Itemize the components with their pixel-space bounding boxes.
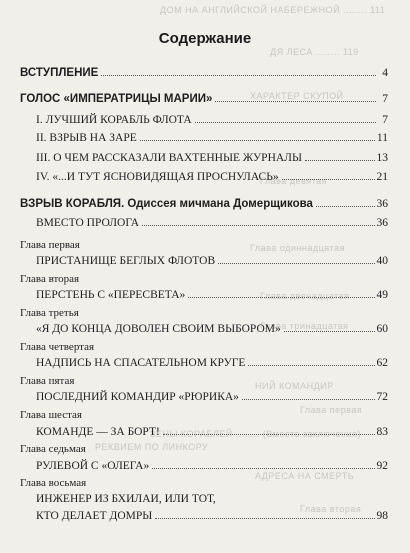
toc-entry-page: 13 [376,152,388,164]
toc-entry-page: 21 [376,171,388,183]
chapter-label: Глава шестая [20,409,82,421]
leader-dots [140,140,375,141]
toc-entry-title: IV. «...И ТУТ ЯСНОВИДЯЩАЯ ПРОСНУЛАСЬ» [36,171,279,183]
toc-entry-page: 40 [376,255,388,267]
leader-dots [188,297,374,298]
leader-dots [242,399,375,400]
toc-entry[interactable] [36,151,388,165]
toc-entry-page: 36 [376,217,388,229]
toc-entry-title: ИНЖЕНЕР ИЗ БХИЛАИ, ИЛИ ТОТ, [36,493,216,505]
toc-entry[interactable] [36,113,388,127]
toc-entry-page: 60 [376,323,388,335]
page-title: Содержание [158,30,252,47]
toc-entry-title: «Я ДО КОНЦА ДОВОЛЕН СВОИМ ВЫБОРОМ» [36,323,281,335]
chapter-label: Глава четвертая [20,341,95,353]
toc-entry[interactable] [36,425,388,439]
toc-entry-page: 11 [376,132,388,144]
leader-dots [163,434,375,435]
chapter-label: Глава первая [20,239,80,251]
toc-entry-title: ПЕРСТЕНЬ С «ПЕРЕСВЕТА» [36,289,186,301]
chapter-label: Глава восьмая [20,477,87,489]
toc-entry-line[interactable] [36,492,388,506]
toc-entry[interactable] [20,66,388,80]
toc-entry-title: ПРИСТАНИЩЕ БЕГЛЫХ ФЛОТОВ [36,255,216,267]
leader-dots [195,122,376,123]
toc-entry[interactable] [36,254,388,268]
toc-entry-page: 62 [376,357,388,369]
toc-entry-page: 7 [382,114,388,126]
toc-entry-page: 49 [376,289,388,301]
leader-dots [282,179,375,180]
toc-entry-title: III. О ЧЕМ РАССКАЗАЛИ ВАХТЕННЫЕ ЖУРНАЛЫ [36,152,303,164]
toc-entry-title: НАДПИСЬ НА СПАСАТЕЛЬНОМ КРУГЕ [36,357,246,369]
toc-entry[interactable] [36,288,388,302]
toc-entry[interactable] [36,170,388,184]
toc-entry-title: КОМАНДЕ — ЗА БОРТ! [36,426,160,438]
chapter-label: Глава третья [20,307,79,319]
toc-entry-title: РУЛЕВОЙ С «ОЛЕГА» [36,460,150,472]
toc-entry-page: 98 [376,510,388,522]
toc-entry-page: 4 [382,67,388,79]
toc-entry-page: 83 [376,426,388,438]
leader-dots [215,101,376,102]
toc-entry-title: ГОЛОС «ИМПЕРАТРИЦЫ МАРИИ» [20,93,213,105]
leader-dots [248,365,374,366]
leader-dots [305,160,374,161]
toc-entry-title-continued: КТО ДЕЛАЕТ ДОМРЫ [36,510,153,522]
toc-entry-title: II. ВЗРЫВ НА ЗАРЕ [36,132,137,144]
toc-entry-page: 7 [382,93,388,105]
leader-dots [142,225,374,226]
toc-entry-page: 92 [376,460,388,472]
toc-entry-title: ВЗРЫВ КОРАБЛЯ. Одиссея мичмана Домерщикова [20,198,313,210]
toc-entry[interactable] [36,216,388,230]
toc-entry-title: ВСТУПЛЕНИЕ [20,67,99,79]
chapter-label: Глава пятая [20,375,75,387]
leader-dots [316,206,375,207]
leader-dots [155,518,374,519]
toc-entry-title: I. ЛУЧШИЙ КОРАБЛЬ ФЛОТА [36,114,192,126]
toc-entry-page: 72 [376,391,388,403]
leader-dots [101,75,376,76]
toc-entry-title: ВМЕСТО ПРОЛОГА [36,217,140,229]
toc-entry-title: ПОСЛЕДНИЙ КОМАНДИР «РЮРИКА» [36,391,239,403]
toc-entry[interactable] [36,356,388,370]
leader-dots [218,263,374,264]
leader-dots [152,468,374,469]
leader-dots [284,331,375,332]
toc-entry[interactable] [36,390,388,404]
toc-entry[interactable] [36,322,388,336]
toc-entry[interactable] [36,459,388,473]
toc-entry[interactable] [36,131,388,145]
toc-entry[interactable] [20,92,388,106]
toc-entry-page: 36 [376,198,388,210]
toc-entry[interactable] [20,197,388,211]
toc-entry[interactable] [36,509,388,523]
chapter-label: Глава вторая [20,273,80,285]
chapter-label: Глава седьмая [20,443,86,455]
